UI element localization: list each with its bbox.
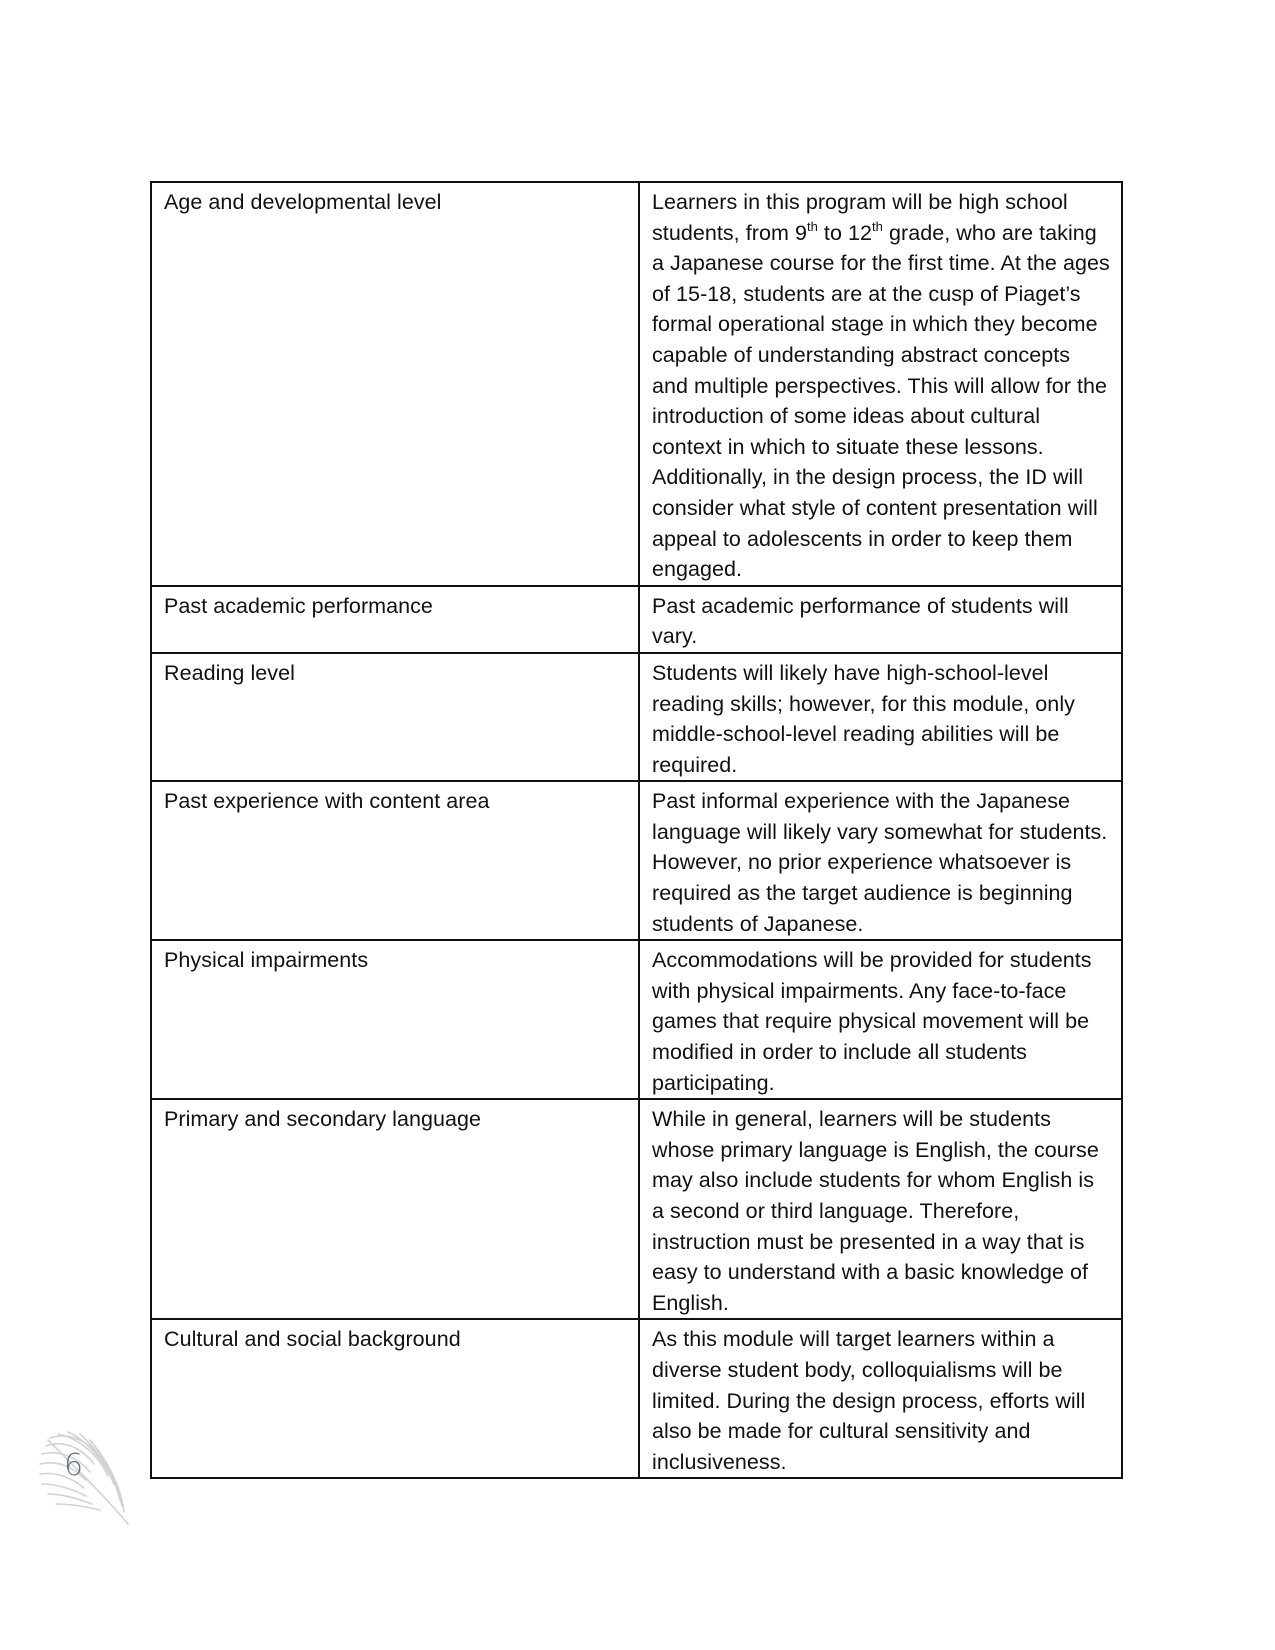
- learner-characteristics-table: [150, 181, 1123, 1479]
- characteristic-cell: Primary and secondary language: [151, 1099, 639, 1319]
- table-row: [151, 586, 1122, 653]
- description-cell: As this module will target learners within a diverse student body, colloquialisms will be limited. During the design process, efforts will also be made for cultural sensitivity and inclusiveness.: [639, 1319, 1122, 1478]
- description-cell: While in general, learners will be students whose primary language is English, the course may also include students for whom English is a second or third language. Therefore, instruction must be presented in a way that is easy to understand with a basic knowledge of English.: [639, 1099, 1122, 1319]
- description-cell: [639, 182, 1122, 586]
- characteristic-cell: Physical impairments: [151, 940, 639, 1099]
- characteristic-cell: Past academic performance: [151, 586, 639, 653]
- characteristic-cell: Past experience with content area: [151, 781, 639, 940]
- characteristic-cell: Age and developmental level: [151, 182, 639, 586]
- description-text: to 12: [817, 220, 872, 245]
- description-text: grade, who are taking a Japanese course for the first time. At the ages of 15-18, students are at the cusp of Piaget’s formal operational stage in which they become capable of understanding abstract concepts and multiple perspectives. This will allow for the introduction of some ideas about cultural context in which to situate these lessons. Additionally, in the design process, the ID will consider what style of content presentation will appeal to adolescents in order to keep them engaged.: [652, 220, 1110, 582]
- description-cell: Past academic performance of students will vary.: [639, 586, 1122, 653]
- table-row: [151, 781, 1122, 940]
- ordinal-suffix: th: [806, 218, 818, 234]
- description-cell: Accommodations will be provided for students with physical impairments. Any face-to-face games that require physical movement will be modified in order to include all students participating.: [639, 940, 1122, 1099]
- description-cell: Students will likely have high-school-level reading skills; however, for this module, only middle-school-level reading abilities will be required.: [639, 653, 1122, 781]
- table-row: [151, 182, 1122, 586]
- description-text: Learners in this program will be high school students, from 9: [652, 190, 1068, 245]
- table-row: [151, 940, 1122, 1099]
- characteristic-cell: Reading level: [151, 653, 639, 781]
- table-row: [151, 1099, 1122, 1319]
- characteristic-cell: Cultural and social background: [151, 1319, 639, 1478]
- page-number: 6: [64, 1448, 84, 1483]
- ordinal-suffix: th: [872, 218, 883, 234]
- description-cell: Past informal experience with the Japanese language will likely vary somewhat for students. However, no prior experience whatsoever is required as the target audience is beginning students of Japanese.: [639, 781, 1122, 940]
- table-row: [151, 653, 1122, 781]
- table-row: [151, 1319, 1122, 1478]
